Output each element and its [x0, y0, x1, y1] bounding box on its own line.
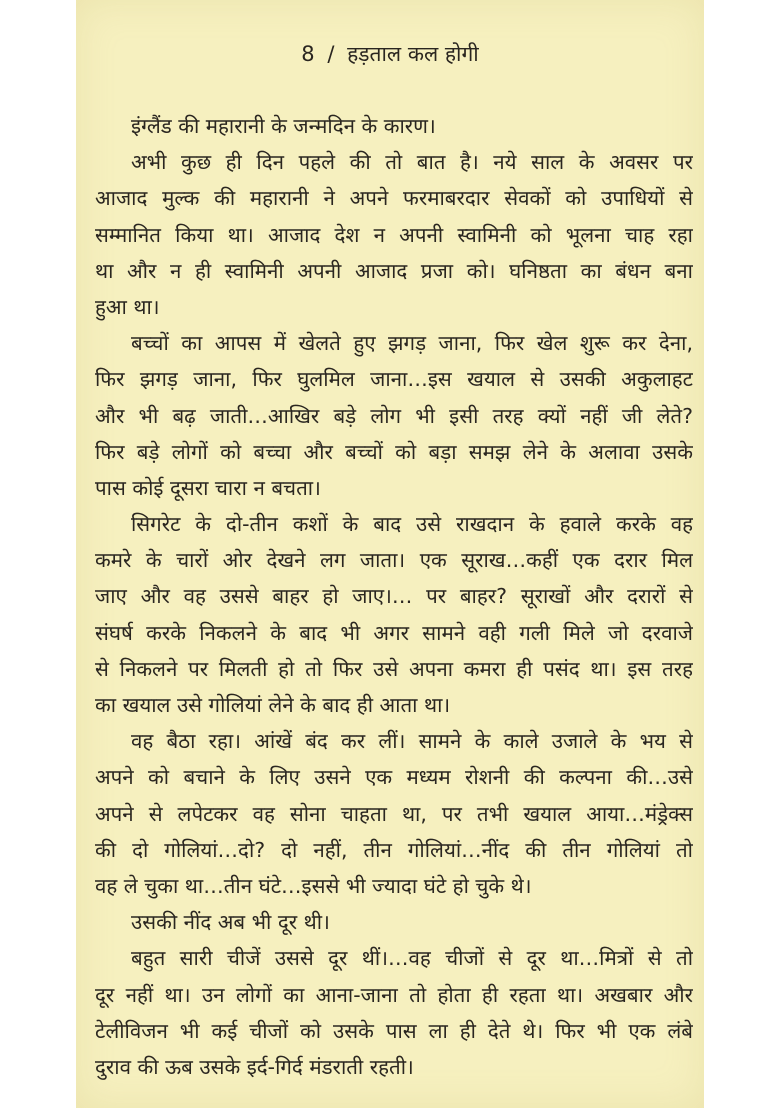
text-line: बहुत सारी चीजें उससे दूर थीं।…वह चीजों से दूर था…मित्रों से तो — [131, 946, 693, 971]
text-line: अपने से लपेटकर वह सोना चाहता था, पर तभी खयाल आया…मंड्रेक्स — [95, 801, 693, 826]
paragraph — [95, 108, 693, 144]
text-line: वह बैठा रहा। आंखें बंद कर लीं। सामने के काले उजाले के भय से — [131, 729, 693, 754]
paragraph — [95, 940, 693, 1085]
paragraph — [95, 144, 693, 325]
text-line: अभी कुछ ही दिन पहले की तो बात है। नये साल के अवसर पर — [131, 150, 693, 175]
text-line: था और न ही स्वामिनी अपनी आजाद प्रजा को। घनिष्ठता का बंधन बना — [95, 258, 693, 283]
text-line: का खयाल उसे गोलियां लेने के बाद ही आता था। — [95, 693, 451, 717]
text-line: कमरे के चारों ओर देखने लग जाता। एक सूराख…कहीं एक दरार मिल — [95, 548, 693, 573]
text-line: फिर बड़े लोगों को बच्चा और बच्चों को बड़ा समझ लेने के अलावा उसके — [95, 439, 693, 464]
text-line: वह ले चुका था…तीन घंटे…इससे भी ज्यादा घंटे हो चुके थे। — [95, 873, 532, 898]
text-line: आजाद मुल्क की महारानी ने अपने फरमाबरदार सेवकों को उपाधियों से — [95, 186, 693, 211]
text-line: अपने को बचाने के लिए उसने एक मध्यम रोशनी की कल्पना की…उसे — [95, 765, 693, 790]
text-line: दूर नहीं था। उन लोगों का आना-जाना तो होता ही रहता था। अखबार और — [95, 982, 693, 1007]
text-line: और भी बढ़ जाती…आखिर बड़े लोग भी इसी तरह क्यों नहीं जी लेते? — [95, 403, 693, 428]
text-line: इंग्लैंड की महारानी के जन्मदिन के कारण। — [131, 114, 436, 138]
text-line: दुराव की ऊब उसके इर्द-गिर्द मंडराती रहती। — [95, 1054, 414, 1079]
book-page — [76, 0, 704, 1108]
text-line: उसकी नींद अब भी दूर थी। — [131, 910, 330, 935]
text-line: जाए और वह उससे बाहर हो जाए।… पर बाहर? सूराखों और दरारों से — [95, 584, 693, 609]
body-text — [95, 108, 693, 1085]
header-separator: / — [327, 42, 335, 66]
chapter-title: हड़ताल कल होगी — [347, 42, 479, 66]
text-line: से निकलने पर मिलती हो तो फिर उसे अपना कमरा ही पसंद था। इस तरह — [95, 656, 693, 681]
text-line: बच्चों का आपस में खेलते हुए झगड़ जाना, फिर खेल शुरू कर देना, — [131, 331, 693, 356]
paragraph — [95, 723, 693, 904]
page-number: 8 — [301, 42, 315, 66]
paragraph — [95, 506, 693, 723]
running-header — [76, 40, 704, 68]
text-line: टेलीविजन भी कई चीजों को उसके पास ला ही देते थे। फिर भी एक लंबे — [95, 1018, 693, 1043]
paragraph — [95, 904, 693, 940]
text-line: सम्मानित किया था। आजाद देश न अपनी स्वामिनी को भूलना चाह रहा — [95, 222, 693, 247]
text-line: संघर्ष करके निकलने के बाद भी अगर सामने वही गली मिले जो दरवाजे — [95, 620, 693, 645]
text-line: पास कोई दूसरा चारा न बचता। — [95, 475, 321, 500]
text-line: की दो गोलियां…दो? दो नहीं, तीन गोलियां…नींद की तीन गोलियां तो — [95, 837, 693, 862]
text-line: सिगरेट के दो-तीन कशों के बाद उसे राखदान के हवाले करके वह — [131, 512, 693, 537]
text-line: फिर झगड़ जाना, फिर घुलमिल जाना…इस खयाल से उसकी अकुलाहट — [95, 367, 693, 392]
text-line: हुआ था। — [95, 294, 160, 319]
paragraph — [95, 325, 693, 506]
